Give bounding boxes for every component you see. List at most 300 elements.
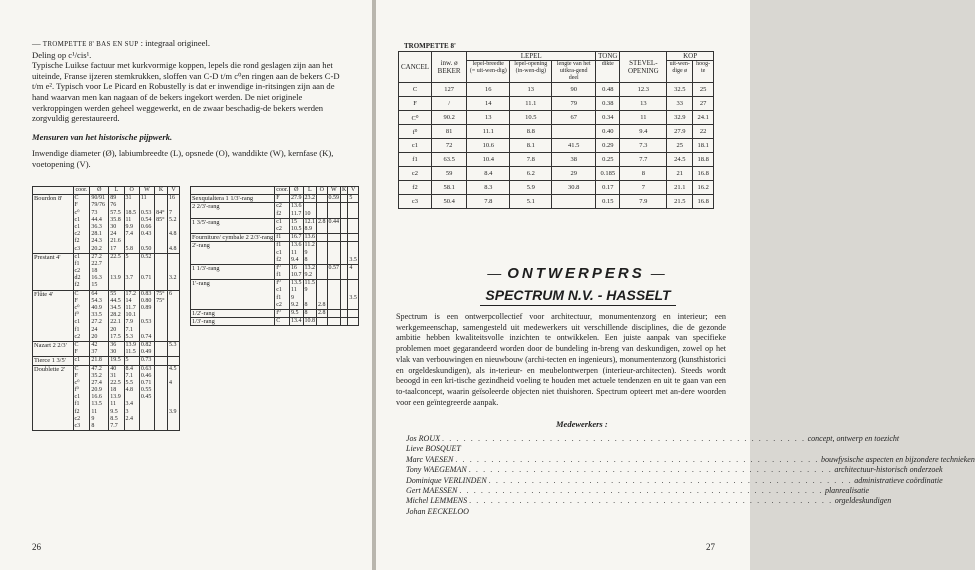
staff-name: Johan EECKELOO [406,506,469,516]
table-cell: 13.9 [125,341,137,348]
table-cell: f⁰ [276,310,281,317]
table-header-cell: W [139,187,154,195]
table-cell: 9.5 [291,310,299,317]
table-cell: 11 [91,408,98,415]
table-cell: 67 [552,111,596,125]
table-cell: 2.8 [318,310,326,317]
table-row [191,242,359,265]
table-cell [342,287,346,294]
table-row [33,290,180,341]
table-cell: 0.83 [140,290,152,297]
table-cell [342,302,346,309]
register-name: Bourdon 8' [33,195,74,254]
table-cell [169,416,178,423]
table-cell: 24.1 [693,111,714,125]
table-cell [156,275,166,282]
table-cell: 0.49 [140,349,152,356]
table-cell [156,394,166,401]
staff-row [406,444,736,454]
col-v [348,195,359,203]
table-cell [329,211,340,218]
table-cell [156,261,166,268]
table-cell: 24 [91,326,98,333]
table-cell: 11 [125,216,132,223]
table-cell: F [74,202,78,209]
table-cell [349,310,357,317]
table-cell: c1 [74,223,81,230]
leader-dots: . . . . . . . . . . . . . . . . . . . . . . . . . . . . . . . . . . . . . . . . . . . . . . . . . . . [442,434,806,443]
table-cell: 7 [620,181,667,195]
col-v [168,290,180,341]
table-cell: 4.5 [169,365,177,372]
table-cell: 9.2 [291,301,299,308]
table-cell: 19.5 [110,357,121,364]
table-cell: 22.5 [110,253,121,260]
col-o [90,253,109,290]
col-v [348,203,359,218]
table-cell: 9.9 [125,223,134,230]
right-page [376,0,975,570]
table-cell: 11 [110,401,116,408]
register-name: Sexquialtera 1 1/3'-rang [191,195,275,203]
ontwerpers-title: ONTWERPERS [507,265,645,282]
table-cell: 14 [125,297,132,304]
table-cell [156,342,166,349]
table-cell [169,387,178,394]
table-cell: 84° [156,209,165,216]
col-notes [275,218,290,233]
table-cell: 4.8 [169,245,177,252]
col-o [90,365,109,431]
table-cell: 13.9 [110,275,121,282]
table-cell: c3 [74,423,81,430]
col-op [317,280,328,310]
table-cell: 63.5 [432,153,467,167]
table-cell [169,268,178,275]
col-op [317,310,328,318]
leader-dots: . . . . . . . . . . . . . . . . . . . . . . . . . . . . . . . . . . . . . . . . . . . . . . . . . . . [468,465,833,475]
table-cell: c1 [276,287,282,294]
table-cell: 11.2 [304,242,315,249]
table-cell [126,261,138,268]
register-name: 1/2'-rang [191,310,275,318]
table-cell: 3 [125,408,129,415]
col-notes [275,195,290,203]
table-cell: 0.44 [328,218,340,225]
col-notes [275,318,290,326]
table-cell: 20 [91,333,98,340]
table-cell [156,312,166,319]
table-cell [141,202,153,209]
table-header-cell: coor. [276,187,289,193]
table-cell [349,287,357,294]
table-row [399,139,714,153]
table-cell: 7.9 [125,319,134,326]
table-cell: 3.2 [169,275,177,282]
table-cell: 0.57 [328,264,340,271]
table-cell [318,226,326,233]
table-cell: 5 [125,357,129,364]
table-cell: 16.8 [693,167,714,181]
table-cell: 72 [432,139,467,153]
register-name: 2 2/3'-rang [191,203,275,218]
table-cell: 15 [91,282,98,289]
table-cell: 16 [169,195,176,202]
table-cell: 22.7 [91,260,102,267]
table-cell: 0.52 [140,253,152,260]
table-cell [342,310,346,317]
col-v [348,264,359,279]
staff-name: Gert MAESSEN [406,486,458,496]
table-cell: 90 [552,83,596,97]
medewerkers-title: Medewerkers : [556,419,608,429]
staff-name: Tony WAEGEMAN [406,465,467,475]
table-cell [169,319,178,326]
table-cell [110,268,122,275]
col-l [109,357,124,365]
table-cell [342,318,346,325]
table-cell: f⁰ [74,312,79,319]
table-cell: / [432,97,467,111]
table-cell [342,295,346,302]
table-cell [349,280,357,287]
staff-name: Dominique VERLINDEN [406,475,487,485]
table-cell: 28.2 [110,312,121,319]
table-cell [156,334,166,341]
col-uitwendig: uit-wen-dige ø [667,61,693,83]
table-cell: 22 [693,125,714,139]
table-row [399,83,714,97]
table-cell: 0.54 [140,216,152,223]
table-cell [156,268,166,275]
table-cell: 27.9 [667,125,693,139]
intro-line2: Deling op c¹/cis¹. [32,49,92,60]
col-tong: TONG [596,52,620,61]
col-l [109,290,124,341]
table-cell: 21.5 [667,195,693,209]
col-w [327,218,341,233]
table-cell [156,224,166,231]
table-cell [169,298,178,305]
col-notes [275,234,290,242]
table-cell: 12.1 [304,218,316,225]
table-cell: 40.9 [91,305,102,312]
table-cell [169,261,178,268]
col-v [168,365,180,431]
table-cell: 64 [91,290,98,297]
staff-row [406,496,892,506]
table-cell: 10.7 [291,272,302,279]
col-v [348,310,359,318]
table-cell: c1 [276,249,282,256]
table-cell: 14 [467,97,510,111]
table-cell: 35.2 [91,372,102,379]
table-cell [318,242,326,249]
table-cell: 85° [156,216,165,223]
table-cell: f1 [74,401,80,408]
col-o [290,234,304,242]
table-cell: 11.1 [467,125,510,139]
table-cell: F [74,297,78,304]
table-cell: 18 [110,387,117,394]
table-cell: 24.3 [91,238,102,245]
table-cell: 2.8 [318,218,326,225]
col-w [327,234,341,242]
col-k [341,264,348,279]
table-cell: 75° [156,290,165,297]
table-cell: 11.5 [125,349,136,356]
table-row [399,125,714,139]
table-cell [169,327,178,334]
col-v [168,341,180,356]
table-cell: 7.7 [620,153,667,167]
col-l [303,310,317,318]
table-cell: c3 [74,245,81,252]
table-cell: 55 [110,290,117,297]
ontwerpers-dash-right: — [650,265,665,281]
col-o [90,357,109,365]
col-o [290,264,304,279]
table-cell: 34.5 [110,305,121,312]
table-cell [342,195,346,202]
col-v [168,253,180,290]
table-header-cell: W [327,187,341,195]
row-label: f⁰ [399,125,432,139]
col-o [90,341,109,356]
staff-name: Jos ROUX [406,434,440,443]
table-cell [169,224,178,231]
table-cell: 13.6 [304,234,316,241]
table-cell: 27.2 [91,253,102,260]
table-cell: 13.9 [110,394,121,401]
col-l [303,264,317,279]
table-cell [156,357,166,364]
table-cell: 16.8 [693,195,714,209]
table-cell [305,295,316,302]
intro-title: TROMPETTE 8' BAS EN SUP [42,40,139,48]
col-notes [275,264,290,279]
table-cell: 10.4 [467,153,510,167]
staff-role: orgeldeskundigen [834,496,892,506]
table-cell: c2 [276,225,282,232]
table-cell: 13 [620,97,667,111]
col-notes [73,290,90,341]
table-cell: 10.6 [467,139,510,153]
table-cell: 5 [125,253,129,260]
table-cell [141,312,153,319]
col-k [155,341,168,356]
col-notes [275,280,290,310]
table-cell: f1 [276,294,282,301]
table-cell: 32.5 [667,83,693,97]
table-header-cell: L [303,187,317,195]
table-cell [318,250,326,257]
table-cell: 7 [169,209,173,216]
table-cell: 0.25 [596,153,620,167]
table-header-cell: Ø [290,187,304,195]
table-cell: 13.6 [291,242,302,249]
table-cell: d2 [74,275,81,282]
table-row [33,253,180,290]
table-cell [349,226,357,233]
table-cell [141,268,153,275]
table-cell: 36 [110,341,117,348]
table-cell [126,268,138,275]
table-cell: C [74,195,79,202]
table-cell: 17.2 [125,290,137,297]
leader-dots: . . . . . . . . . . . . . . . . . . . . . . . . . . . . . . . . . . . . . . . . . . . . . . . . . . . [469,496,833,506]
table-cell: 9.2 [304,272,313,279]
table-cell [349,219,357,226]
col-v [348,318,359,326]
staff-row [406,475,943,486]
table-cell [318,318,326,325]
col-notes [73,357,90,365]
table-row [191,310,359,318]
table-cell: 8.5 [110,415,118,422]
col-notes [275,242,290,265]
table-cell: 5.9 [510,181,552,195]
table-cell: 23.2 [304,195,316,202]
table-cell: f1 [276,272,282,279]
table-cell [169,423,178,430]
table-cell [342,280,346,287]
col-o [290,280,304,310]
col-v [168,357,180,365]
staff-row [406,454,975,465]
table-cell: 32.9 [667,111,693,125]
col-op [317,264,328,279]
table-cell: 30.8 [552,181,596,195]
table-cell [156,282,166,289]
col-k [341,234,348,242]
table-cell [318,234,326,241]
table-cell: 25 [667,139,693,153]
table-cell [342,257,346,264]
table-cell [329,310,340,317]
page-number-right: 27 [706,542,715,552]
table-header-cell: coor. [73,187,90,195]
table-cell: 0.59 [328,195,340,202]
table-cell: 0.55 [140,387,152,394]
table-cell: 12.3 [620,83,667,97]
table-cell: 11 [291,249,297,256]
table-cell: 90/91 [91,195,105,202]
dash-mark: — [32,38,43,48]
table-cell: 21.1 [667,181,693,195]
table-cell: F [74,372,78,379]
table-header-cell: O [124,187,139,195]
col-o [290,203,304,218]
table-cell: 0.53 [140,209,152,216]
staff-row [406,434,900,444]
table-cell: 11.1 [510,97,552,111]
row-label: C [399,83,432,97]
table-cell: 3.4 [125,401,134,408]
table-cell [141,282,153,289]
left-text-block [32,38,350,176]
table-cell: 0.80 [140,297,152,304]
table-header-row [33,187,180,195]
table-cell: 0.45 [140,394,152,401]
table-row [33,357,180,365]
ontwerpers-heading [466,265,686,282]
table-row [33,341,180,356]
table-cell: 8.9 [304,225,313,232]
col-kop: KOP [667,52,714,61]
table-cell: 38 [552,153,596,167]
table-cell [169,334,178,341]
register-name: Nazart 2 2/3' [33,341,74,356]
table-cell: 37 [91,349,98,356]
table-cell [156,423,166,430]
table-cell: 13.2 [304,264,316,271]
table-cell: 22.1 [110,319,121,326]
table-cell: 27.9 [291,195,302,202]
table-cell: 44.4 [91,216,102,223]
table-row [191,195,359,203]
row-label: C⁰ [399,111,432,125]
table-cell: 28.1 [91,231,102,238]
table-cell [329,287,340,294]
col-l [303,280,317,310]
col-k [341,203,348,218]
col-lepel: LEPEL [467,52,596,61]
table-cell [349,211,357,218]
col-notes [275,203,290,218]
table-cell: C [74,341,79,348]
table-cell: c1 [74,319,81,326]
col-k [155,195,168,254]
col-w [139,253,154,290]
col-l [109,195,124,254]
table-cell: 5.2 [169,216,177,223]
table-cell: 10.8 [304,318,316,325]
table-cell: 7.4 [125,231,134,238]
table-cell: 27 [693,97,714,111]
table-cell [349,302,357,309]
table-cell: 25 [693,83,714,97]
table-cell [126,394,138,401]
row-label: f1 [399,153,432,167]
table-cell: 36.3 [91,223,102,230]
table-cell: 7.7 [110,423,118,430]
table-cell: 10.5 [291,225,302,232]
leader-dots: . . . . . . . . . . . . . . . . . . . . . . . . . . . . . . . . . . . . . . . . . . . . . . . . . . . [459,486,823,496]
table-cell [349,234,357,241]
table-cell: F [276,195,280,202]
table-cell: f1 [276,234,282,241]
table-cell: 9 [304,249,308,256]
table-cell: 10.5 [510,111,552,125]
table-cell: 75° [156,297,165,304]
col-w [139,195,154,254]
table-cell: 8.1 [510,139,552,153]
table-cell: 0.38 [596,97,620,111]
table-cell [169,349,178,356]
table-header-cell: Ø [90,187,109,195]
table-cell: 7.8 [467,195,510,209]
table-cell: f⁰ [276,264,281,271]
table-cell [156,238,166,245]
table-cell [126,423,138,430]
table-cell: c1 [74,216,81,223]
table-cell [318,265,326,272]
table-cell [329,302,340,309]
table-cell: 8 [304,256,308,263]
table-header-cell: V [348,187,359,195]
staff-row [406,465,943,475]
